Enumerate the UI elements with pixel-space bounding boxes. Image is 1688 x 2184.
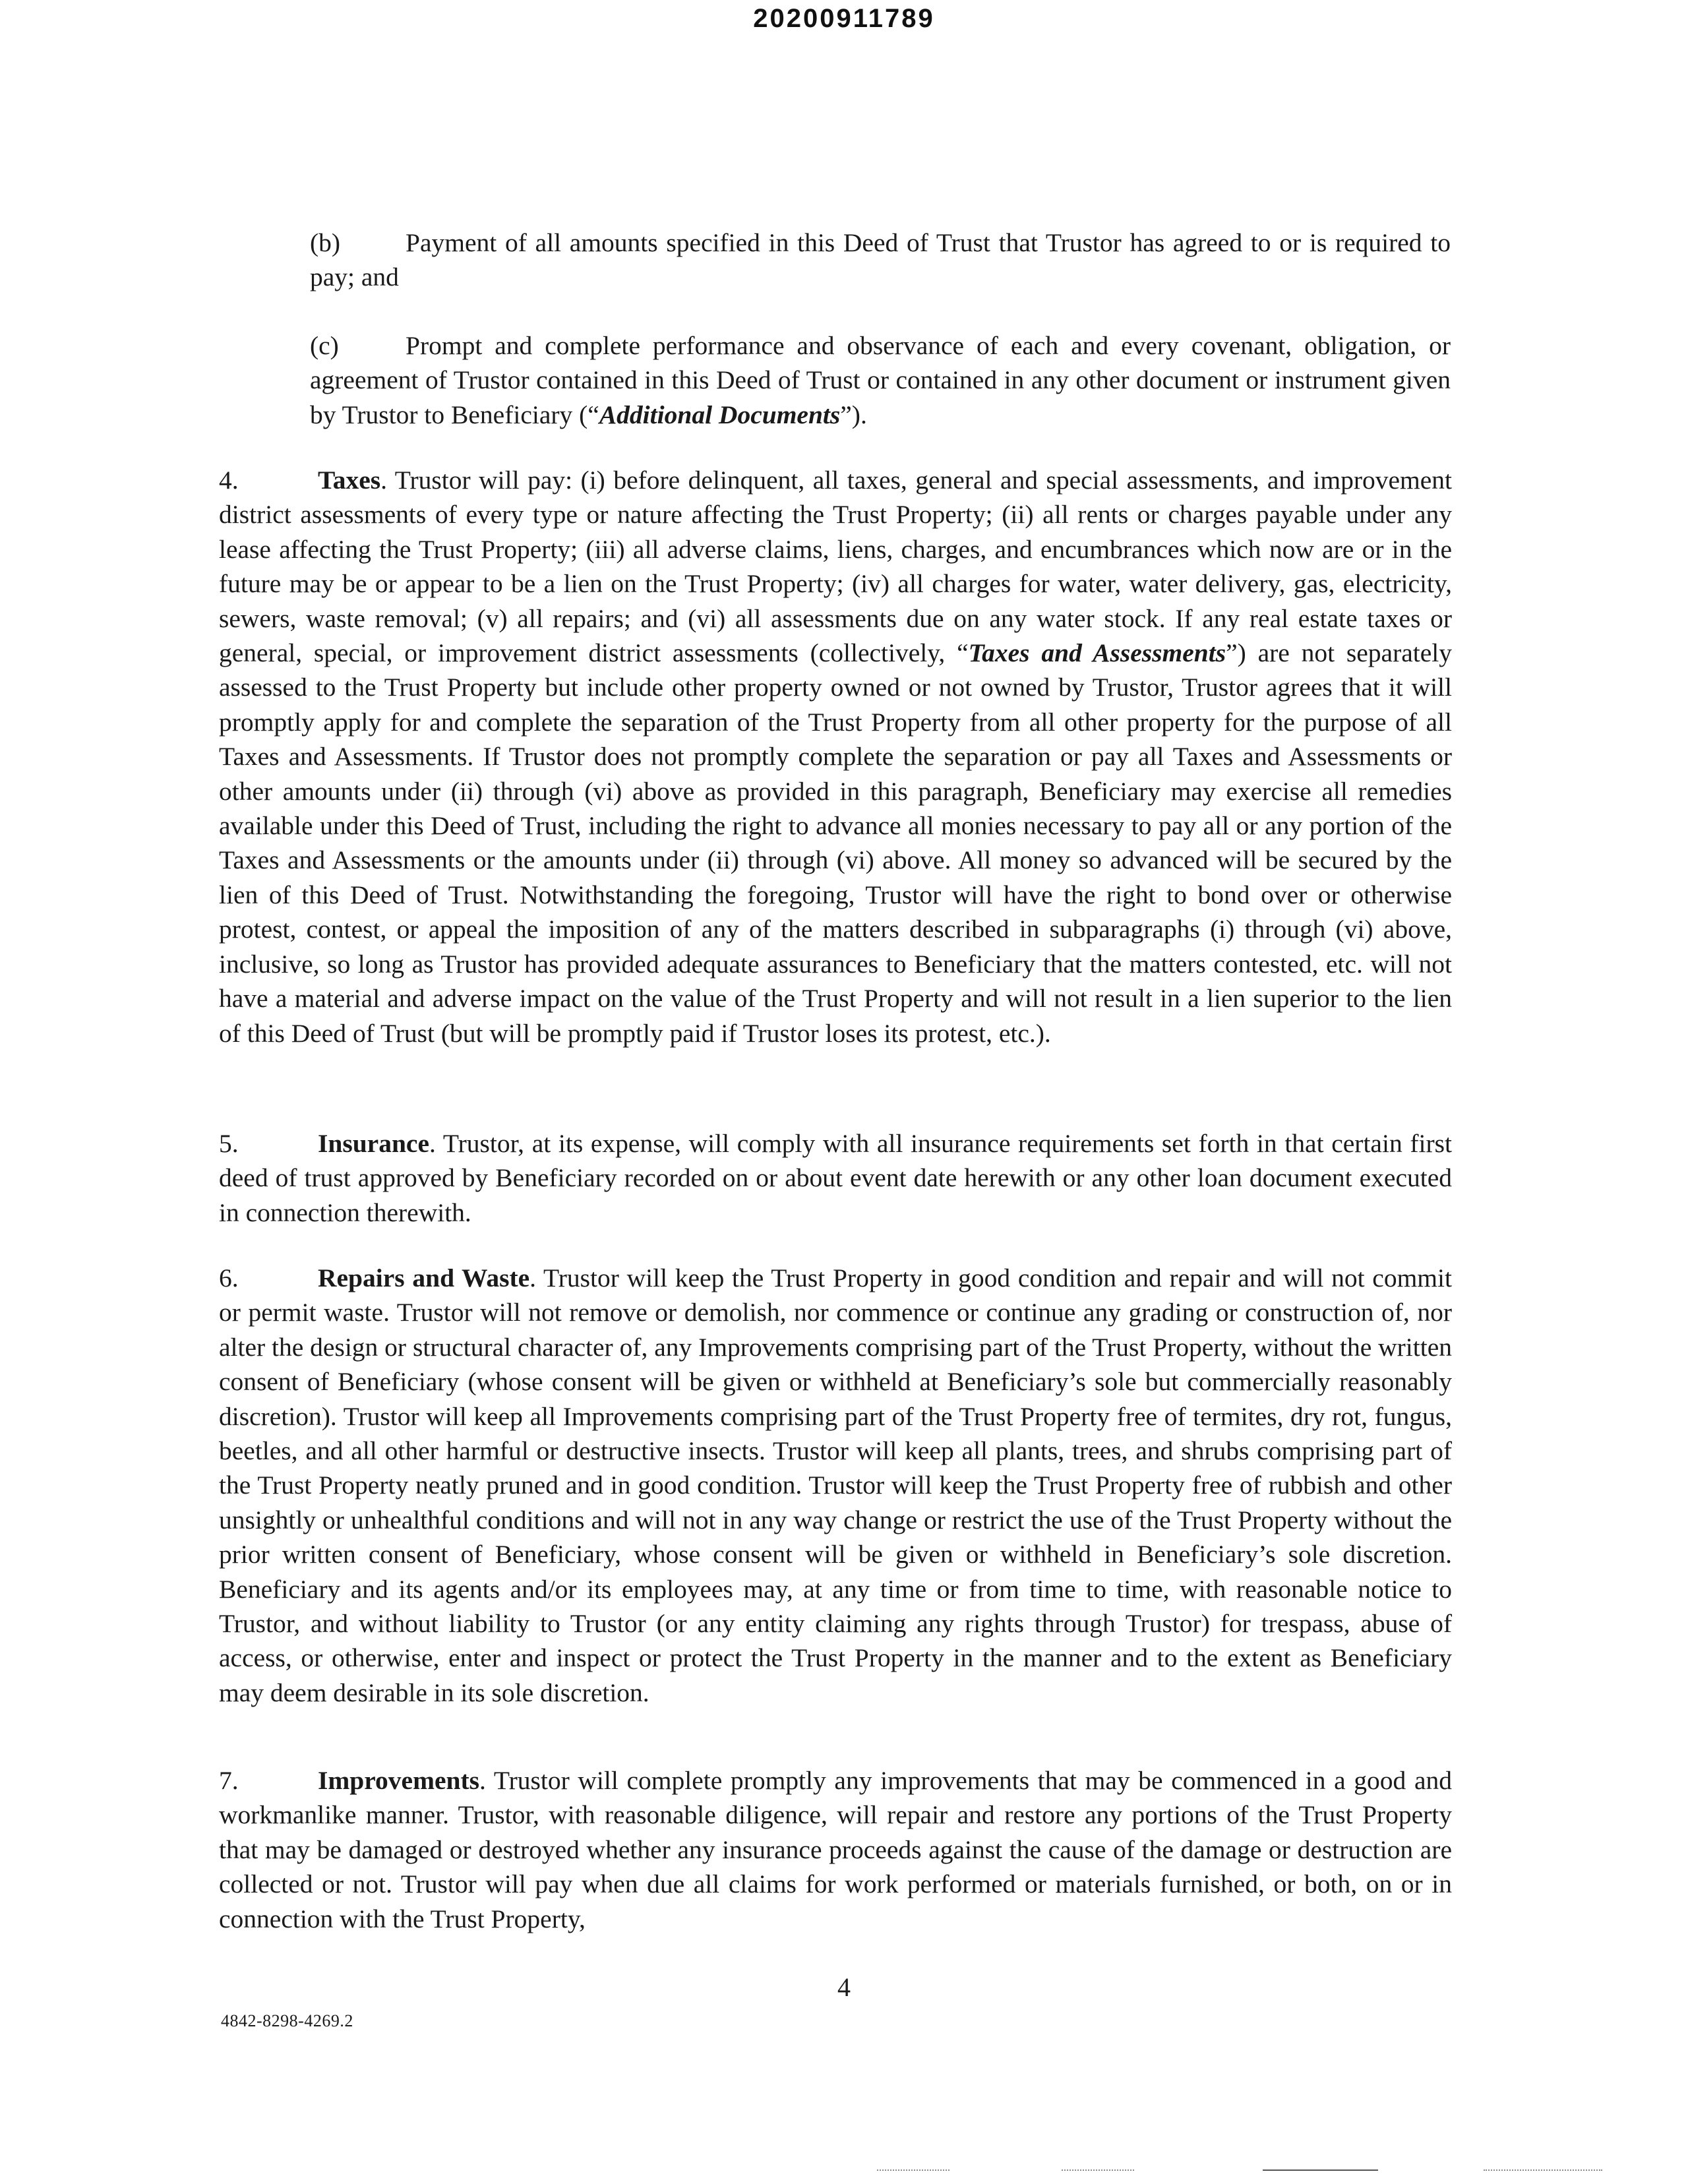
section-insurance-heading: Insurance [318, 1129, 429, 1158]
scan-artifact [877, 2169, 950, 2173]
item-c-defined-term: Additional Documents [599, 400, 841, 429]
section-taxes-number: 4. [219, 466, 239, 495]
scan-artifact [1263, 2169, 1378, 2173]
section-insurance-text: . Trustor, at its expense, will comply with all insurance requirements set forth in that certain first deed of trust approved by Beneficiary recorded on or about event date herewith or any other loan document executed in connection therewith. [219, 1129, 1452, 1227]
item-c [310, 328, 1451, 432]
section-taxes-text: . Trustor will pay: (i) before delinquent, all taxes, general and special assessments, and improvement district assessments of every type or nature affecting the Trust Property; (ii) all rents or charges payable under any lease affecting the Trust Property; (iii) all adverse claims, liens, charges, and encumbrances which now are or in the future may be or appear to be a lien on the Trust Property; (iv) all charges for water, water delivery, gas, electricity, sewers, waste removal; (v) all repairs; and (vi) all assessments due on any water stock. If any real estate taxes or general, special, or improvement district assessments (collectively, “ [219, 466, 1452, 668]
section-repairs-and-waste [219, 1261, 1452, 1710]
section-improvements-heading: Improvements [318, 1766, 480, 1795]
section-repairs-number: 6. [219, 1263, 239, 1292]
section-taxes-heading: Taxes [318, 466, 381, 495]
section-insurance [219, 1126, 1452, 1230]
item-b-text: Payment of all amounts specified in this Deed of Trust that Trustor has agreed to or is required to pay; and [310, 228, 1451, 292]
recording-number: 20200911789 [753, 4, 935, 33]
page-number: 4 [837, 1972, 851, 2002]
item-b [310, 226, 1451, 295]
section-taxes [219, 463, 1452, 1050]
section-taxes-defined-term: Taxes and Assessments [968, 638, 1226, 668]
section-repairs-heading: Repairs and Waste [318, 1263, 530, 1292]
document-id: 4842-8298-4269.2 [221, 2011, 353, 2030]
section-repairs-text: . Trustor will keep the Trust Property in good condition and repair and will not commit or permit waste. Trustor will not remove or demolish, nor commence or continue any grading or construction of, nor alter the design or structural character of, any Improvements comprising part of the Trust Property, without the written consent of Beneficiary (whose consent will be given or withheld at Beneficiary’s sole but commercially reasonably discretion). Trustor will keep all Improvements comprising part of the Trust Property free of termites, dry rot, fungus, beetles, and all other harmful or destructive insects. Trustor will keep all plants, trees, and shrubs comprising part of the Trust Property neatly pruned and in good condition. Trustor will keep the Trust Property free of rubbish and other unsightly or unhealthful conditions and will not in any way change or restrict the use of the Trust Property without the prior written consent of Beneficiary, whose consent will be given or withheld in Beneficiary’s sole discretion. Beneficiary and its agents and/or its employees may, at any time or from time to time, with reasonable notice to Trustor, and without liability to Trustor (or any entity claiming any rights through Trustor) for trespass, abuse of access, or otherwise, enter and inspect or protect the Trust Property in the manner and to the extent as Beneficiary may deem desirable in its sole discretion. [219, 1263, 1452, 1707]
item-c-text: Prompt and complete performance and observance of each and every covenant, obligation, or agreement of Trustor contained in this Deed of Trust or contained in any other document or instrument given by Trustor to Beneficiary (“ [310, 331, 1451, 429]
scan-artifact [1484, 2169, 1602, 2173]
section-insurance-number: 5. [219, 1129, 239, 1158]
section-taxes-text-end: ”) are not separately assessed to the Trust Property but include other property owned or not owned by Trustor, Trustor agrees that it will promptly apply for and complete the separation of the Trust Property from all other property for the purpose of all Taxes and Assessments. If Trustor does not promptly complete the separation or pay all Taxes and Assessments or other amounts under (ii) through (vi) above as provided in this paragraph, Beneficiary may exercise all remedies available under this Deed of Trust, including the right to advance all monies necessary to pay all or any portion of the Taxes and Assessments or the amounts under (ii) through (vi) above. All money so advanced will be secured by the lien of this Deed of Trust. Notwithstanding the foregoing, Trustor will have the right to bond over or otherwise protest, contest, or appeal the imposition of any of the matters described in subparagraphs (i) through (vi) above, inclusive, so long as Trustor has provided adequate assurances to Beneficiary that the matters contested, etc. will not have a material and adverse impact on the value of the Trust Property and will not result in a lien superior to the lien of this Deed of Trust (but will be promptly paid if Trustor loses its protest, etc.). [219, 638, 1452, 1048]
item-b-label: (b) [310, 228, 341, 257]
scan-artifact [1062, 2169, 1134, 2173]
section-improvements-text: . Trustor will complete promptly any improvements that may be commenced in a good and workmanlike manner. Trustor, with reasonable diligence, will repair and restore any portions of the Trust Property that may be damaged or destroyed whether any insurance proceeds against the cause of the damage or destruction are collected or not. Trustor will pay when due all claims for work performed or materials furnished, or both, on or in connection with the Trust Property, [219, 1766, 1452, 1933]
item-c-label: (c) [310, 331, 339, 360]
section-improvements [219, 1763, 1452, 1936]
item-c-text-end: ”). [840, 400, 867, 429]
section-improvements-number: 7. [219, 1766, 239, 1795]
